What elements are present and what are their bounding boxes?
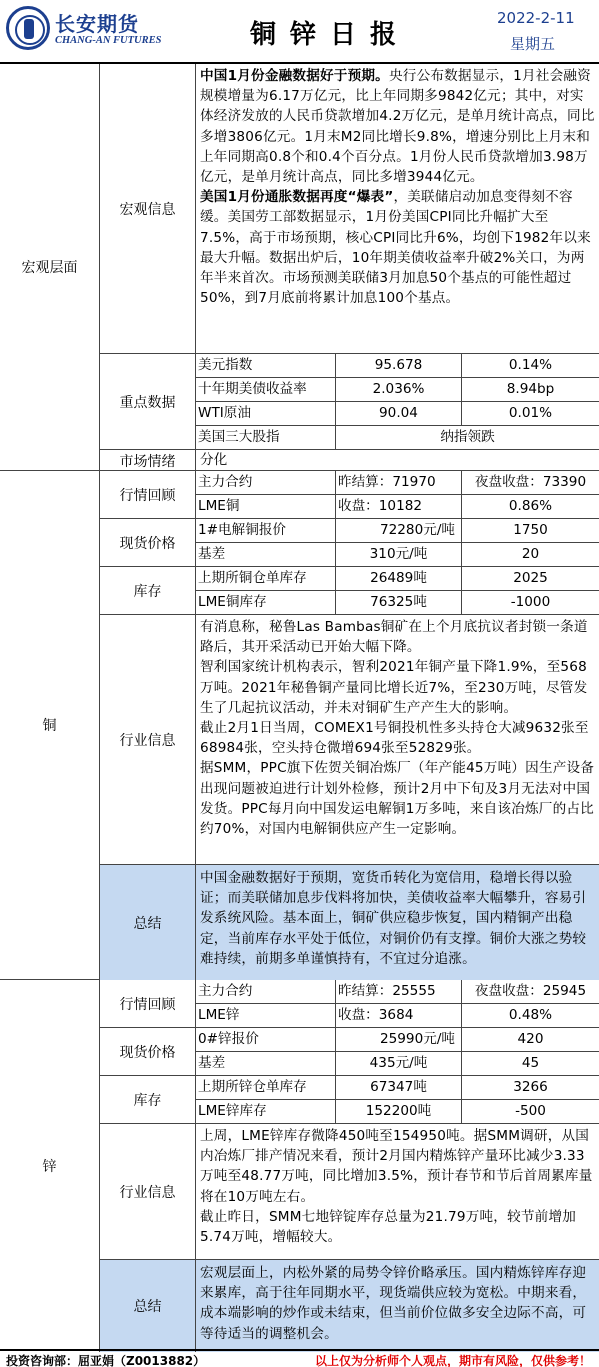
cell-value: 26489吨 (336, 567, 462, 590)
macro-sentiment-row (100, 450, 599, 471)
table-row (196, 1052, 599, 1076)
cell-value: 收盘：3684 (336, 1004, 462, 1028)
zinc-review-row (100, 980, 599, 1028)
row-label-industry: 行业信息 (100, 1124, 196, 1259)
cell-change: 夜盘收盘：73390 (474, 474, 587, 490)
cell-change: -1000 (510, 594, 551, 610)
zinc-industry-p2: 截止昨日，SMM七地锌锭库存总量为21.79万吨，较节前增加5.74万吨，增幅较大。 (200, 1208, 577, 1246)
table-row (196, 1100, 599, 1124)
analyst-credit: 投资咨询部：屈亚娟（Z0013882） (6, 1354, 206, 1367)
table-row (196, 543, 599, 567)
copper-summary-row (100, 865, 599, 980)
cell-name: 上期所锌仓单库存 (196, 1076, 336, 1099)
key-data-name: 十年期美债收益率 (196, 378, 336, 401)
stock-index-name: 美国三大股指 (196, 426, 336, 450)
cell-value: 25990元/吨 (336, 1028, 462, 1051)
table-row (196, 378, 599, 402)
row-label-spot: 现货价格 (100, 1028, 196, 1075)
zinc-summary-body (196, 1260, 599, 1352)
copper-section (0, 471, 599, 980)
table-row (196, 402, 599, 426)
key-data-value: 95.678 (336, 354, 462, 377)
cell-value: 435元/吨 (336, 1052, 462, 1076)
cell-name: LME锌 (196, 1004, 336, 1028)
cell-name: 基差 (196, 543, 336, 567)
section-label-zinc: 锌 (0, 980, 100, 1352)
zinc-spot-row (100, 1028, 599, 1076)
table-row (196, 567, 599, 591)
table-row (196, 495, 599, 519)
key-data-value: 90.04 (336, 402, 462, 425)
cell-name: 0#锌报价 (196, 1028, 336, 1051)
cell-change: 0.86% (508, 498, 553, 514)
table-row (196, 354, 599, 378)
macro-info-p1-headline: 中国1月份金融数据好于预期。 (200, 68, 389, 84)
copper-industry-row (100, 615, 599, 865)
company-logo-icon (6, 6, 50, 50)
cell-change: 20 (521, 546, 540, 562)
zinc-section (0, 980, 599, 1352)
zinc-summary-text: 宏观层面上，内松外紧的局势令锌价略承压。国内精炼锌库存迎来累库，高于往年同期水平，现货端供应较为宽松。中期来看，成本端影响的炒作或未结束，但当前价位做多安全边际不高，可等待适当的调整机会。 (200, 1265, 587, 1342)
cell-value: 67347吨 (336, 1076, 462, 1099)
row-label-key-data: 重点数据 (100, 354, 196, 449)
key-data-name: WTI原油 (196, 402, 336, 425)
cell-change: 0.48% (508, 1007, 553, 1023)
table-row (196, 519, 599, 543)
macro-info-p1: 央行公布数据显示，1月社会融资规模增量为6.17万亿元，比上年同期多9842亿元；其中，对实体经济发放的人民币贷款增加4.2万亿元，是单月统计高点，同比多增3806亿元。1月末M2同比增长9.8%，增速分别比上月末和上年同期高0.8个和0.4个百分点。1月份人民币贷款增加3.98万亿元，是单月统计高点，同比多增3944亿元。 (200, 68, 595, 186)
cell-name: LME铜库存 (196, 591, 336, 615)
key-data-name: 美元指数 (196, 354, 336, 377)
table-row (196, 471, 599, 495)
cell-value: 昨结算：71970 (336, 471, 462, 494)
row-label-sentiment: 市场情绪 (100, 450, 196, 471)
key-data-value: 2.036% (336, 378, 462, 401)
report-weekday: 星期五 (510, 35, 556, 53)
cell-change: -500 (515, 1103, 546, 1119)
report-footer (0, 1349, 599, 1367)
company-name-cn: 长安期货 (55, 12, 139, 36)
sentiment-body (196, 450, 599, 471)
report-header (0, 0, 599, 62)
copper-spot-table (196, 519, 599, 566)
key-data-table (196, 354, 599, 449)
key-data-change: 8.94bp (506, 381, 555, 397)
report-table (0, 62, 599, 1352)
copper-industry-p1: 有消息称，秘鲁Las Bambas铜矿在上个月底抗议者封锁一条道路后，其开采活动已开始大幅下降。 (200, 619, 588, 656)
copper-summary-body (196, 865, 599, 980)
cell-name: LME铜 (196, 495, 336, 519)
cell-name: 主力合约 (196, 980, 336, 1003)
cell-change: 1750 (513, 522, 548, 538)
copper-spot-row (100, 519, 599, 567)
cell-value: 310元/吨 (336, 543, 462, 567)
section-label-copper: 铜 (0, 471, 100, 979)
cell-change: 2025 (513, 570, 548, 586)
row-label-stock: 库存 (100, 567, 196, 614)
copper-industry-p3: 截止2月1日当周，COMEX1号铜投机性多头持仓大减9632张至68984张，空头持仓微增694张至52829张。 (200, 720, 589, 757)
key-data-change: 0.01% (508, 405, 553, 421)
row-label-industry: 行业信息 (100, 615, 196, 864)
cell-name: 上期所铜仓单库存 (196, 567, 336, 590)
company-name-en: CHANG-AN FUTURES (55, 35, 162, 46)
table-row (196, 1004, 599, 1028)
table-row (196, 980, 599, 1004)
macro-info-p2: ，美联储启动加息变得刻不容缓。美国劳工部数据显示，1月份美国CPI同比升幅扩大至7.5%，高于市场预期，核心CPI同比升6%，均创下1982年以来最大升幅。数据出炉后，10年期美债收益率升破2%关口，为两年半来首次。市场预测美联储3月加息50个基点的可能性超过50%，到7月底前将累计加息100个基点。 (200, 189, 591, 307)
cell-change: 夜盘收盘：25945 (474, 983, 587, 999)
cell-name: LME锌库存 (196, 1100, 336, 1124)
cell-value: 昨结算：25555 (336, 980, 462, 1003)
table-row (196, 1028, 599, 1052)
copper-summary-text: 中国金融数据好于预期，宽货币转化为宽信用，稳增长得以验证；而美联储加息步伐料将加快，美债收益率大幅攀升，容易引发系统风险。基本面上，铜矿供应稳步恢复，国内精铜产出稳定，当前库存水平处于低位，对铜价仍有支撑。铜价大涨之势较难持续，前期多单谨慎持有，不宜过分追涨。 (200, 870, 587, 967)
table-row (196, 426, 599, 450)
zinc-industry-p1: 上周，LME锌库存微降450吨至154950吨。据SMM调研，从国内冶炼厂排产情况来看，预计2月国内精炼锌产量环比减少3.33万吨至48.77万吨，同比增加3.5%，预计春节和节后首周累库量将在10万吨左右。 (200, 1128, 593, 1205)
macro-info-row (100, 64, 599, 354)
copper-stock-row (100, 567, 599, 615)
copper-industry-body (196, 615, 599, 864)
macro-key-data-row (100, 354, 599, 450)
row-label-summary: 总结 (100, 865, 196, 980)
cell-change: 45 (521, 1055, 540, 1071)
copper-review-table (196, 471, 599, 518)
key-data-change: 0.14% (508, 357, 553, 373)
macro-info-p2-headline: 美国1月份通胀数据再度“爆表” (200, 189, 394, 206)
zinc-spot-table (196, 1028, 599, 1075)
copper-stock-table (196, 567, 599, 614)
row-label-review: 行情回顾 (100, 471, 196, 518)
table-row (196, 591, 599, 615)
cell-value: 收盘：10182 (336, 495, 462, 519)
zinc-industry-row (100, 1124, 599, 1260)
report-date: 2022-2-11 (497, 9, 575, 27)
report-title: 铜锌日报 (250, 20, 411, 50)
risk-disclaimer: 以上仅为分析师个人观点，期市有风险，仅供参考！ (314, 1354, 591, 1367)
copper-review-row (100, 471, 599, 519)
macro-section (0, 64, 599, 471)
cell-name: 1#电解铜报价 (196, 519, 336, 542)
cell-name: 基差 (196, 1052, 336, 1076)
macro-info-text (196, 64, 599, 187)
section-label-macro: 宏观层面 (0, 64, 100, 470)
zinc-industry-body (196, 1124, 599, 1259)
copper-industry-p4: 据SMM，PPC旗下佐贺关铜冶炼厂（年产能45万吨）因生产设备出现问题被迫进行计划外检修，预计2月中下旬及3月无法对中国发货。PPC每月向中国发运电解铜1万多吨，来自该冶炼厂的占比约70%，对国内电解铜供应产生一定影响。 (200, 760, 595, 838)
cell-change: 420 (517, 1031, 544, 1047)
macro-info-text-2 (196, 187, 599, 308)
stock-index-value: 纳指领跌 (440, 429, 495, 445)
row-label-review: 行情回顾 (100, 980, 196, 1027)
row-label-summary: 总结 (100, 1260, 196, 1352)
row-label-macro-info: 宏观信息 (100, 64, 196, 353)
cell-change: 3266 (513, 1079, 548, 1095)
zinc-stock-table (196, 1076, 599, 1123)
cell-value: 152200吨 (336, 1100, 462, 1124)
table-row (196, 1076, 599, 1100)
row-label-spot: 现货价格 (100, 519, 196, 566)
cell-value: 72280元/吨 (336, 519, 462, 542)
macro-info-body (196, 64, 599, 353)
copper-industry-p2: 智利国家统计机构表示，智利2021年铜产量下降1.9%，至568万吨。2021年秘鲁铜产量同比增长近7%，至230万吨，尽管发生了几起抗议活动，并未对铜矿生产产生大的影响。 (200, 659, 588, 716)
sentiment-value: 分化 (200, 452, 228, 468)
row-label-stock: 库存 (100, 1076, 196, 1123)
cell-name: 主力合约 (196, 471, 336, 494)
zinc-stock-row (100, 1076, 599, 1124)
zinc-summary-row (100, 1260, 599, 1352)
zinc-review-table (196, 980, 599, 1027)
cell-value: 76325吨 (336, 591, 462, 615)
